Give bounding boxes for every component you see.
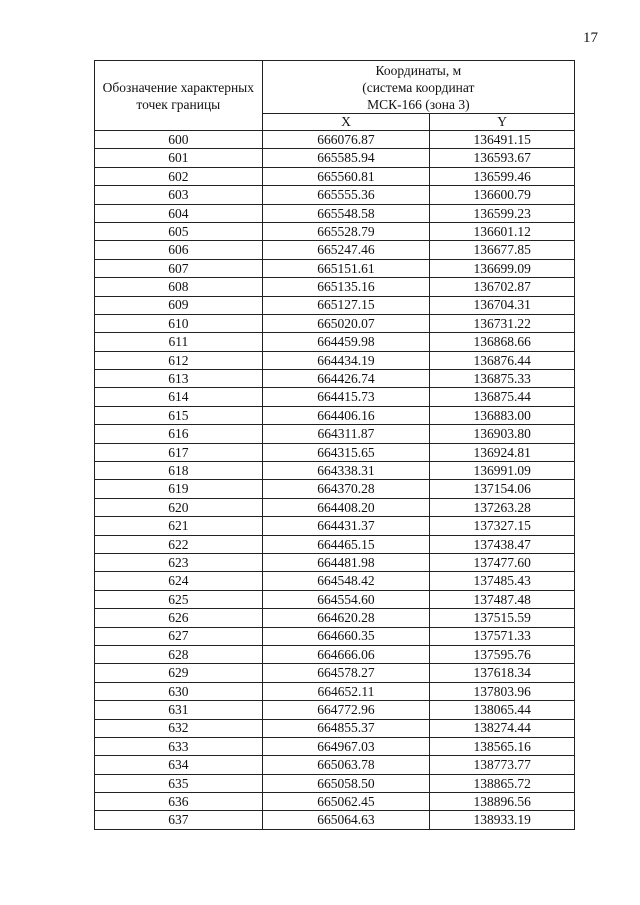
table-row [95,333,575,351]
point-cell: 602 [95,167,263,185]
table-row [95,719,575,737]
x-cell: 665058.50 [262,774,430,792]
y-cell: 137485.43 [430,572,575,590]
point-cell: 603 [95,186,263,204]
table-row [95,774,575,792]
table-row [95,278,575,296]
header-point-designation: Обозначение характерных точек границы [95,61,263,131]
table-row [95,167,575,185]
y-cell: 137595.76 [430,645,575,663]
x-cell: 665528.79 [262,222,430,240]
point-cell: 606 [95,241,263,259]
point-cell: 614 [95,388,263,406]
x-cell: 664855.37 [262,719,430,737]
y-cell: 138773.77 [430,756,575,774]
table-row [95,480,575,498]
point-cell: 636 [95,793,263,811]
y-cell: 136599.23 [430,204,575,222]
x-cell: 665585.94 [262,149,430,167]
y-cell: 137571.33 [430,627,575,645]
x-cell: 664370.28 [262,480,430,498]
y-cell: 137438.47 [430,535,575,553]
point-cell: 609 [95,296,263,314]
y-cell: 137327.15 [430,517,575,535]
table-body [95,131,575,830]
x-cell: 664465.15 [262,535,430,553]
point-cell: 625 [95,590,263,608]
x-cell: 665020.07 [262,314,430,332]
table-row [95,811,575,829]
x-cell: 664415.73 [262,388,430,406]
x-cell: 665247.46 [262,241,430,259]
y-cell: 137515.59 [430,609,575,627]
x-cell: 664315.65 [262,443,430,461]
x-cell: 665560.81 [262,167,430,185]
y-cell: 137803.96 [430,682,575,700]
y-cell: 137263.28 [430,498,575,516]
header-x: X [262,114,430,131]
y-cell: 136491.15 [430,131,575,149]
y-cell: 136699.09 [430,259,575,277]
header-coordinates-line1: Координаты, м [375,62,462,78]
point-cell: 624 [95,572,263,590]
point-cell: 633 [95,737,263,755]
point-cell: 621 [95,517,263,535]
point-cell: 617 [95,443,263,461]
y-cell: 136875.44 [430,388,575,406]
point-cell: 630 [95,682,263,700]
y-cell: 136601.12 [430,222,575,240]
x-cell: 664578.27 [262,664,430,682]
header-y: Y [430,114,575,131]
table-row [95,682,575,700]
x-cell: 665555.36 [262,186,430,204]
table-row [95,131,575,149]
y-cell: 137477.60 [430,553,575,571]
y-cell: 136593.67 [430,149,575,167]
table-row [95,351,575,369]
x-cell: 665063.78 [262,756,430,774]
x-cell: 664481.98 [262,553,430,571]
point-cell: 627 [95,627,263,645]
y-cell: 136600.79 [430,186,575,204]
table-row [95,425,575,443]
y-cell: 138065.44 [430,701,575,719]
y-cell: 136702.87 [430,278,575,296]
x-cell: 664554.60 [262,590,430,608]
table-row [95,590,575,608]
table-row [95,535,575,553]
coordinates-table [94,60,575,830]
table-row [95,793,575,811]
table-row [95,314,575,332]
x-cell: 664772.96 [262,701,430,719]
y-cell: 136875.33 [430,370,575,388]
y-cell: 136704.31 [430,296,575,314]
x-cell: 664620.28 [262,609,430,627]
table-row [95,462,575,480]
point-cell: 613 [95,370,263,388]
y-cell: 138896.56 [430,793,575,811]
table-row [95,186,575,204]
y-cell: 138565.16 [430,737,575,755]
x-cell: 665127.15 [262,296,430,314]
x-cell: 665548.58 [262,204,430,222]
point-cell: 615 [95,406,263,424]
table-row [95,443,575,461]
table-row [95,204,575,222]
point-cell: 632 [95,719,263,737]
y-cell: 138274.44 [430,719,575,737]
x-cell: 664406.16 [262,406,430,424]
header-coordinates [262,61,574,114]
y-cell: 136924.81 [430,443,575,461]
x-cell: 664548.42 [262,572,430,590]
point-cell: 631 [95,701,263,719]
y-cell: 136677.85 [430,241,575,259]
x-cell: 664431.37 [262,517,430,535]
point-cell: 612 [95,351,263,369]
table-row [95,517,575,535]
x-cell: 666076.87 [262,131,430,149]
x-cell: 664426.74 [262,370,430,388]
x-cell: 664338.31 [262,462,430,480]
point-cell: 635 [95,774,263,792]
x-cell: 665064.63 [262,811,430,829]
x-cell: 664660.35 [262,627,430,645]
table-row [95,664,575,682]
point-cell: 605 [95,222,263,240]
x-cell: 664434.19 [262,351,430,369]
point-cell: 618 [95,462,263,480]
point-cell: 601 [95,149,263,167]
x-cell: 665151.61 [262,259,430,277]
x-cell: 664652.11 [262,682,430,700]
point-cell: 610 [95,314,263,332]
y-cell: 137487.48 [430,590,575,608]
y-cell: 136903.80 [430,425,575,443]
x-cell: 664408.20 [262,498,430,516]
point-cell: 619 [95,480,263,498]
y-cell: 136883.00 [430,406,575,424]
table-row [95,498,575,516]
table-row [95,645,575,663]
table-row [95,701,575,719]
point-cell: 620 [95,498,263,516]
point-cell: 623 [95,553,263,571]
x-cell: 664311.87 [262,425,430,443]
table-row [95,222,575,240]
point-cell: 634 [95,756,263,774]
y-cell: 136599.46 [430,167,575,185]
table-row [95,553,575,571]
table-row [95,737,575,755]
point-cell: 637 [95,811,263,829]
table-row [95,370,575,388]
point-cell: 616 [95,425,263,443]
x-cell: 665135.16 [262,278,430,296]
table-row [95,149,575,167]
y-cell: 136731.22 [430,314,575,332]
point-cell: 622 [95,535,263,553]
table-row [95,609,575,627]
x-cell: 664967.03 [262,737,430,755]
header-coordinates-line3: МСК-166 (зона 3) [367,96,470,112]
table-row [95,627,575,645]
page-number: 17 [583,30,598,46]
point-cell: 607 [95,259,263,277]
table-row [95,406,575,424]
header-coordinates-line2: (система координат [362,79,475,95]
point-cell: 611 [95,333,263,351]
table-row [95,259,575,277]
x-cell: 664666.06 [262,645,430,663]
point-cell: 608 [95,278,263,296]
point-cell: 626 [95,609,263,627]
table-row [95,296,575,314]
y-cell: 138933.19 [430,811,575,829]
point-cell: 628 [95,645,263,663]
y-cell: 137154.06 [430,480,575,498]
table-row [95,241,575,259]
point-cell: 604 [95,204,263,222]
y-cell: 136868.66 [430,333,575,351]
y-cell: 138865.72 [430,774,575,792]
point-cell: 629 [95,664,263,682]
y-cell: 137618.34 [430,664,575,682]
x-cell: 664459.98 [262,333,430,351]
y-cell: 136876.44 [430,351,575,369]
y-cell: 136991.09 [430,462,575,480]
table-row [95,388,575,406]
point-cell: 600 [95,131,263,149]
table-row [95,572,575,590]
table-row [95,756,575,774]
x-cell: 665062.45 [262,793,430,811]
